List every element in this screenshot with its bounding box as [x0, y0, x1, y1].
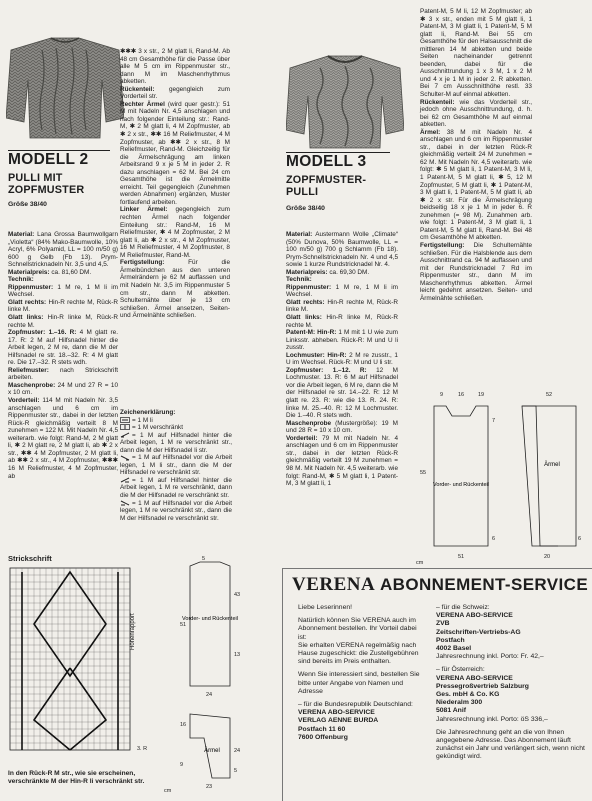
instruction-paragraph: Glatt rechts: Hin-R rechte M, Rück-R linke M.	[8, 298, 118, 314]
abo-line: VERENA ABO-SERVICE	[436, 674, 513, 682]
instruction-paragraph: Glatt links: Hin-R linke M, Rück-R rechte M.	[8, 314, 118, 329]
cross-right-symbol-icon	[120, 432, 130, 438]
dim-j: 20	[544, 554, 551, 560]
abo-line: Ges. mbH & Co. KG	[436, 691, 500, 699]
instruction-paragraph: Technik:	[286, 276, 312, 284]
modell2-size: Größe 38/40	[8, 201, 47, 208]
dim-unit: cm	[164, 788, 172, 794]
sleeve-label: Ärmel	[544, 462, 560, 468]
abo-line: Pressegroßvertrieb Salzburg	[436, 682, 529, 690]
dim-unit: cm	[416, 560, 424, 566]
dim-a: 5	[202, 556, 206, 562]
modell2-instructions-col1	[8, 231, 118, 480]
abo-line: Die Jahresrechnung geht an die von Ihnen angegebene Adresse. Das Abonnement läuft zunächst ein Jahr und verlängert sich, wenn nicht gekündigt wird.	[436, 728, 585, 761]
dim-h: 23	[206, 784, 213, 790]
legend-item: = 1 M auf Hilfsnadel vor die Arbeit legen, 1 M re verschränkt str., dann die M der Hilfsnadel re verschränkt str.	[120, 499, 232, 522]
dim-f: 55	[420, 470, 427, 476]
dim-h: 52	[546, 392, 553, 398]
abo-line: Postfach	[436, 636, 465, 644]
instruction-paragraph: Lochmuster: Hin-R: 2 M re zusstr., 1 U im Wechsel. Rück-R: M und U li str.	[286, 351, 398, 367]
instruction-paragraph: Rippenmuster: 1 M re, 1 M li im Wechsel.	[8, 283, 118, 299]
dim-i: 5	[234, 768, 238, 774]
abo-brand: VERENA	[292, 574, 376, 595]
instruction-paragraph: Vorderteil: 114 M mit Nadeln Nr. 3,5 anschlagen und 6 cm im Rippenmuster str., dabei in der letzten Rück-R gleichmäßig verteilt 8 M zunehmen = 122 M. Mit Nadeln Nr. 4,5 weiterarb. wie folgt: Rand-M, 2 M glatt li, ✱ 2 M glatt re, 2 M glatt li, ab ✱ 2 x str., ✱✱ 4 M Zopfmuster, 2 M glatt li, ab ✱✱ 2 x str., 4 M Zopfmuster, ✱✱✱ 16 M Reliefmuster, 4 M Zopfmuster, ab	[8, 397, 118, 480]
instruction-paragraph: Materialpreis: ca. 81,60 DM.	[8, 268, 92, 276]
sleeve-label: Ärmel	[204, 748, 220, 754]
chart-title: Strickschrift	[8, 554, 52, 563]
dim-g: 24	[234, 748, 241, 754]
instruction-paragraph: Fertigstellung: Die Schulternähte schließen. Für die Halsblende aus dem Ausschnittrand ca. 94 M auffassen und mit der Rundstricknadel 7 Rd im Rippenmuster str., dann M im Maschenrhythmus abketten. Ärmel leicht gedehnt ansetzen. Seiten- und Ärmelnähte schließen.	[420, 241, 532, 302]
legend-item: = 1 M verschränkt	[120, 424, 232, 432]
modell2-schematic	[160, 556, 270, 796]
dim-a: 9	[440, 392, 444, 398]
modell3-subtitle-2: PULLI	[286, 186, 319, 198]
legend-item: = 1 M auf Hilfsnadel hinter die Arbeit legen, 1 M re verschränkt, dann die M der Hilfsnadel re verschränkt str.	[120, 476, 232, 500]
legend-item: = 1 M li	[120, 417, 232, 425]
instruction-paragraph: Rückenteil: wie das Vorderteil str., jedoch ohne Ausschnittrundung, d. h. bei 62 cm Gesamthöhe M auf einmal abketten.	[420, 98, 532, 129]
abo-line: 4002 Basel	[436, 645, 472, 653]
chart-side-label: Höhenrapport	[130, 613, 136, 650]
abo-line: – für die Bundesrepublik Deutschland:	[298, 701, 413, 709]
chart-row-label: 3. R	[137, 746, 148, 752]
abo-line: Zeitschriften-Vertriebs-AG	[436, 628, 521, 636]
modell2-instructions-col2	[120, 48, 230, 320]
modell2-subtitle-2: ZOPFMUSTER	[8, 184, 85, 196]
legend-title: Zeichenerklärung:	[120, 409, 176, 416]
abo-line: Liebe Leserinnen!	[298, 604, 353, 611]
legend-item: = 1 M auf Hilfsnadel hinter die Arbeit legen, 1 M re verschränkt str., dann die M der Hilfsnadel li str.	[120, 431, 232, 454]
abo-line: Niederalm 300	[436, 699, 483, 707]
cross-left-symbol-icon	[120, 455, 130, 461]
instruction-paragraph: Material: Austermann Wolle „Climate“ (50% Dunova, 50% Baumwolle, LL = 100 m/50 g) 700 g Schlamm (Fb 18). Prym-Schnellstricknadeln Nr. 4 und 4,5 sowie 1 kurze Rundstricknadel Nr. 4.	[286, 231, 398, 269]
instruction-paragraph: Rückenteil: gegengleich zum Vorderteil str.	[120, 85, 230, 101]
dim-c: 51	[180, 622, 187, 628]
dim-d: 7	[492, 418, 496, 424]
instruction-paragraph: Glatt rechts: Hin-R rechte M, Rück-R linke M.	[286, 298, 398, 314]
modell3-instructions-col4	[420, 8, 532, 302]
modell2-title: MODELL 2	[8, 151, 89, 168]
instruction-paragraph: Technik:	[8, 276, 34, 284]
abo-line: VERLAG AENNE BURDA	[298, 717, 379, 725]
instruction-paragraph: Zopfmuster: 1.–12. R: 12 M Lochmuster. 13. R: 6 M auf Hilfsnadel vor die Arbeit legen, 6 M re, dann die M der Hilfsnadel re str. 14.–22. R: 12 M glatt re. 23. R: wie die 13. R. 24. R: linke M. 25.–40. R: 12 M Lochmuster. Die 1.–40. R stets wdh.	[286, 366, 399, 420]
abo-line: Wenn Sie interessiert sind, bestellen Sie bitte unter Angabe von Namen und Adresse	[298, 671, 420, 695]
instruction-paragraph: Vorderteil: 79 M mit Nadeln Nr. 4 anschlagen und 6 cm im Rippenmuster str., dabei in der letzten Rück-R gleichmäßig verteilt 19 M zunehmen = 98 M. Mit Nadeln Nr. 4,5 weiterarb. wie folgt: Rand-M, ✱ 5 M glatt li, 1 Patent-M, 3 M glatt li, 1	[286, 434, 398, 488]
twisted-stitch-symbol-icon	[120, 424, 130, 430]
modell3-size: Größe 38/40	[286, 205, 325, 212]
dim-j: 9	[180, 762, 184, 768]
legend-block	[120, 409, 232, 522]
modell3-subtitle-1: ZOPFMUSTER-	[286, 174, 367, 186]
legend-item: = 1 M auf Hilfsnadel vor die Arbeit legen, 1 M li str., dann die M der Hilfsnadel re verschränkt str.	[120, 454, 232, 477]
modell2-subtitle-1: PULLI MIT	[8, 172, 63, 184]
abo-line: 7600 Offenburg	[298, 733, 348, 741]
modell3-schematic-drawing	[412, 386, 587, 568]
front-back-label: Vorder- und Rückenteil	[182, 616, 238, 622]
chart-caption: In den Rück-R M str., wie sie erscheinen, verschränkte M der Hin-R li verschränkt str.	[8, 770, 145, 785]
modell3-schematic	[412, 386, 587, 568]
instruction-paragraph: Material: Lana Grossa Baumwollgarn „Violetta“ (84% Mako-Baumwolle, 10% Acryl, 6% Polyamid, LL = 100 m/50 g) 600 g Gelb (Fb 13). Prym-Schnellstricknadeln Nr. 3,5 und 4,5.	[8, 231, 118, 269]
modell2-schematic-drawing	[160, 556, 270, 796]
dim-b: 43	[234, 592, 241, 598]
cross-twisted-right-symbol-icon	[120, 477, 130, 483]
instruction-paragraph: Maschenprobe (Mustergröße): 19 M und 28 R = 10 x 10 cm.	[286, 419, 398, 435]
abo-line: Postfach 11 60	[298, 725, 346, 733]
abo-line: ZVB	[436, 620, 450, 628]
instruction-paragraph: Rippenmuster: 1 M re, 1 M li im Wechsel.	[286, 283, 398, 299]
knitting-chart-grid	[6, 564, 156, 758]
dim-i: 6	[578, 536, 582, 542]
abo-line: Jahresrechnung inkl. Porto: öS 336,–	[436, 715, 548, 723]
dim-e: 6	[492, 536, 496, 542]
dim-g: 51	[458, 554, 465, 560]
abo-line: VERENA ABO-SERVICE	[298, 709, 375, 717]
abo-line: Natürlich können Sie VERENA auch im Abonnement bestellen. Ihr Vorteil dabei ist:	[298, 617, 417, 641]
instruction-paragraph: Fertigstellung: Für die Ärmelbündchen aus den unteren Ärmelrändern je 62 M auffassen und mit Nadeln Nr. 3,5 im Rippenmuster 5 cm str., dann M abketten. Schulternähte über je 13 cm schließen. Ärmel ansetzen, Seiten- und Ärmelnähte schließen.	[120, 259, 230, 320]
abo-left-column	[298, 604, 426, 742]
dim-c: 19	[478, 392, 485, 398]
abo-right-column	[436, 604, 586, 762]
dim-b: 16	[458, 392, 465, 398]
abo-line: 5081 Anif	[436, 707, 466, 715]
abo-line: Sie erhalten VERENA regelmäßig nach Hause zugeschickt: die Zustellgebühren sind bereits im Preis enthalten.	[298, 641, 419, 666]
instruction-paragraph: Rechter Ärmel (wird quer gestr.): 51 M mit Nadeln Nr. 4,5 anschlagen und nach folgender Einteilung str.: Rand-M, ✱ 2 M glatt li, 4 M Zopfmuster, ab ✱ 2 x str., ✱✱ 16 M Reliefmuster, 4 M Zopfmuster, ab ✱✱ 2 x str., 8 M Reliefmuster, Rand-M. Gleichzeitig für die Ärmelschrägung am linken Arbeitsrand 9 x je 5 M in jeder 2. R dazu anschlagen = 62 M. Bei 24 cm Gesamthöhe ist die Ärmelmitte erreicht. Teil gegengleich (Zunehmen werden Abnahmen) ergänzen, Muster fortlaufend arbeiten.	[120, 100, 230, 206]
instruction-paragraph: Ärmel: 38 M mit Nadeln Nr. 4 anschlagen und 6 cm im Rippenmuster str., dabei in der letzten Rück-R gleichmäßig verteilt 24 M zunehmen = 62 M. Mit Nadeln Nr. 4,5 weiterarb. wie folgt: ✱ 5 M glatt li, 1 Patent-M, 3 M li, 1 Patent-M, 5 M glatt li, ✱ 5, 12 M Zopfmuster, 5 M glatt li, ✱ 1 Patent-M, 3 M glatt li, 1 Patent-M, 5 M glatt li, ab ✱ 2 x str. Für die Ärmelschrägung beidseitig 18 x je 1 M in jeder 6. R zunehmen (= 98 M). Zunahmen arb. wie folgt: 1 Patent-M, 3 M glatt li, 1 Patent-M, 5 M glatt li, Rand-M. Bei 48 cm Gesamthöhe M abketten.	[420, 128, 532, 242]
purl-symbol-icon	[120, 417, 130, 423]
instruction-paragraph: Materialpreis: ca. 69,30 DM.	[286, 268, 370, 276]
abo-line: Jahresrechnung inkl. Porto: Fr. 42,–	[436, 653, 544, 661]
instruction-paragraph: Reliefmuster: nach Strickschrift arbeiten.	[8, 366, 118, 382]
modell3-sweater-photo	[286, 50, 404, 150]
modell2-sweater-photo	[6, 30, 124, 142]
knitting-chart	[6, 564, 156, 758]
modell3-title: MODELL 3	[286, 153, 367, 170]
dim-d: 13	[234, 652, 241, 658]
abo-headline: ABONNEMENT-SERVICE	[380, 575, 589, 594]
modell3-instructions-col3	[286, 231, 398, 488]
instruction-paragraph: Glatt links: Hin-R linke M, Rück-R rechte M.	[286, 314, 398, 329]
instruction-paragraph: ✱✱✱ 3 x str., 2 M glatt li, Rand-M. Ab 48 cm Gesamthöhe für die Passe über alle M 5 cm im Rippenmuster str., dann M im Maschenrhythmus abketten.	[120, 48, 230, 86]
front-back-label: Vorder- und Rückenteil	[433, 482, 489, 488]
instruction-paragraph: Patent-M, 5 M li, 12 M Zopfmuster; ab ✱ 3 x str., enden mit 5 M glatt li, 1 Patent-M, 3 M glatt li, 1 Patent-M, 5 M glatt li, Rand-M. Bei 55 cm Gesamthöhe für den Halsausschnitt die mittleren 14 M abketten und beide Seiten nacheinander getrennt beenden, dabei für die Ausschnittrundung 1 x 3 M, 1 x 2 M und 4 x je 1 M in jeder 2. R abketten. Bei 7 cm Ausschnitthöhe restl. 33 Schulter-M auf einmal abketten.	[420, 8, 532, 99]
abo-line: – für die Schweiz:	[436, 604, 490, 611]
instruction-paragraph: Maschenprobe: 24 M und 27 R = 10 x 10 cm.	[8, 381, 118, 397]
cross-twisted-left-symbol-icon	[120, 500, 130, 506]
abo-line: VERENA ABO-SERVICE	[436, 612, 513, 620]
instruction-paragraph: Zopfmuster: 1.–16. R: 4 M glatt re. 17. R: 2 M auf Hilfsnadel hinter die Arbeit legen, 2 M re, dann die M der Hilfsnadel re str. 18.–32. R: 4 M glatt re. Die 17.–32. R stets wdh.	[8, 329, 118, 367]
abo-line: – für Österreich:	[436, 666, 485, 674]
dim-e: 24	[206, 692, 213, 698]
instruction-paragraph: Patent-M: Hin-R: 1 M mit 1 U wie zum Linksstr. abheben. Rück-R: M und U li zusstr.	[286, 329, 398, 352]
instruction-paragraph: Linker Ärmel: gegengleich zum rechten Ärmel nach folgender Einteilung str.: Rand-M, 16 M Reliefmuster, ✱ 4 M Zopfmuster, 2 M glatt li, ab ✱ 2 x str., 4 M Zopfmuster, 16 M Reliefmuster, 4 M Zopfmuster, 8 M Reliefmuster, Rand-M.	[120, 206, 230, 259]
dim-f: 16	[180, 722, 187, 728]
